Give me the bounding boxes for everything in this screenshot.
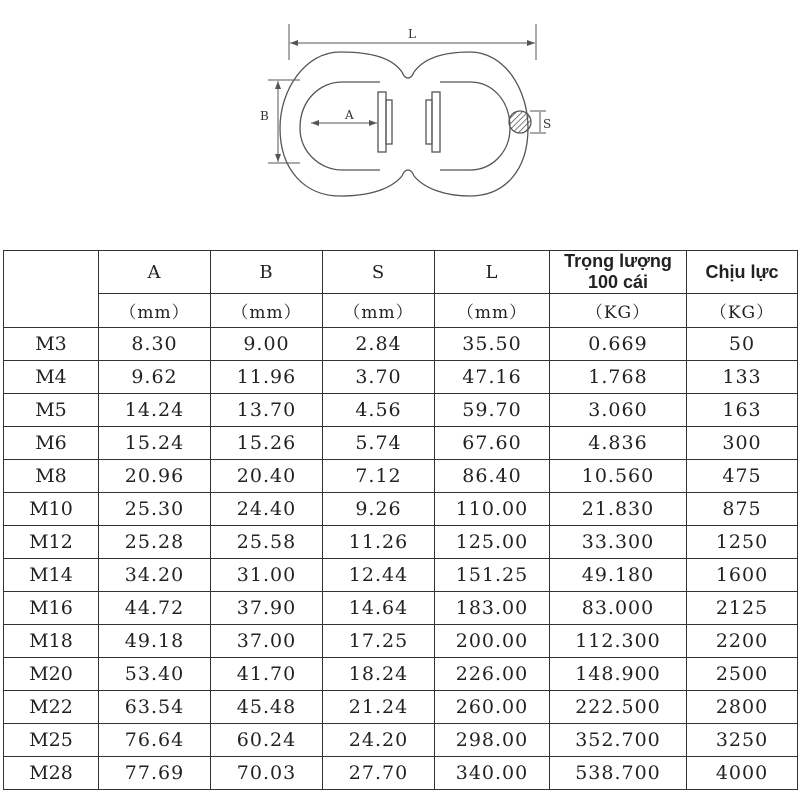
right-barrel-inner bbox=[426, 100, 432, 144]
weight-cell: 148.900 bbox=[550, 658, 687, 691]
l-cell: 125.00 bbox=[435, 526, 550, 559]
table-row bbox=[4, 493, 798, 526]
table-row bbox=[4, 526, 798, 559]
s-cell: 5.74 bbox=[323, 427, 435, 460]
dim-l-label: L bbox=[408, 27, 416, 41]
a-cell: 63.54 bbox=[99, 691, 211, 724]
l-cell: 47.16 bbox=[435, 361, 550, 394]
s-cell: 3.70 bbox=[323, 361, 435, 394]
b-cell: 70.03 bbox=[211, 757, 323, 790]
size-cell: M4 bbox=[4, 361, 99, 394]
header-a: A bbox=[99, 251, 211, 294]
a-cell: 76.64 bbox=[99, 724, 211, 757]
l-cell: 151.25 bbox=[435, 559, 550, 592]
weight-cell: 3.060 bbox=[550, 394, 687, 427]
dim-a-label: A bbox=[345, 108, 354, 122]
header-s: S bbox=[323, 251, 435, 294]
load-cell: 50 bbox=[687, 328, 798, 361]
load-cell: 2125 bbox=[687, 592, 798, 625]
unit-weight: （KG） bbox=[550, 294, 687, 328]
a-cell: 34.20 bbox=[99, 559, 211, 592]
b-cell: 41.70 bbox=[211, 658, 323, 691]
table-row bbox=[4, 592, 798, 625]
size-cell: M16 bbox=[4, 592, 99, 625]
load-cell: 300 bbox=[687, 427, 798, 460]
load-cell: 475 bbox=[687, 460, 798, 493]
arrow-icon bbox=[275, 154, 281, 162]
table-row bbox=[4, 757, 798, 790]
arrow-icon bbox=[290, 40, 298, 46]
a-cell: 44.72 bbox=[99, 592, 211, 625]
size-cell: M6 bbox=[4, 427, 99, 460]
s-cell: 9.26 bbox=[323, 493, 435, 526]
arrow-icon bbox=[275, 81, 281, 89]
header-b: B bbox=[211, 251, 323, 294]
a-cell: 20.96 bbox=[99, 460, 211, 493]
a-cell: 49.18 bbox=[99, 625, 211, 658]
size-cell: M25 bbox=[4, 724, 99, 757]
load-cell: 4000 bbox=[687, 757, 798, 790]
spec-table bbox=[3, 250, 798, 790]
s-cell: 2.84 bbox=[323, 328, 435, 361]
s-cell: 11.26 bbox=[323, 526, 435, 559]
size-cell: M28 bbox=[4, 757, 99, 790]
b-cell: 15.26 bbox=[211, 427, 323, 460]
weight-cell: 4.836 bbox=[550, 427, 687, 460]
table-row bbox=[4, 328, 798, 361]
header-l: L bbox=[435, 251, 550, 294]
size-cell: M3 bbox=[4, 328, 99, 361]
l-cell: 86.40 bbox=[435, 460, 550, 493]
s-cell: 17.25 bbox=[323, 625, 435, 658]
unit-l: （mm） bbox=[435, 294, 550, 328]
unit-b: （mm） bbox=[211, 294, 323, 328]
swivel-diagram bbox=[0, 0, 800, 250]
b-cell: 37.90 bbox=[211, 592, 323, 625]
size-cell: M12 bbox=[4, 526, 99, 559]
table-row bbox=[4, 361, 798, 394]
table-row bbox=[4, 658, 798, 691]
s-cell: 14.64 bbox=[323, 592, 435, 625]
table-row bbox=[4, 427, 798, 460]
table-row bbox=[4, 724, 798, 757]
load-cell: 2200 bbox=[687, 625, 798, 658]
dim-s-label: S bbox=[543, 117, 552, 131]
l-cell: 35.50 bbox=[435, 328, 550, 361]
size-cell: M14 bbox=[4, 559, 99, 592]
right-barrel bbox=[432, 92, 440, 152]
table-row bbox=[4, 559, 798, 592]
left-barrel bbox=[378, 92, 386, 152]
header-weight: Trọng lượng 100 cái bbox=[550, 251, 687, 294]
table-row bbox=[4, 691, 798, 724]
b-cell: 11.96 bbox=[211, 361, 323, 394]
l-cell: 59.70 bbox=[435, 394, 550, 427]
b-cell: 24.40 bbox=[211, 493, 323, 526]
s-cell: 12.44 bbox=[323, 559, 435, 592]
s-cell: 18.24 bbox=[323, 658, 435, 691]
l-cell: 200.00 bbox=[435, 625, 550, 658]
b-cell: 25.58 bbox=[211, 526, 323, 559]
arrow-icon bbox=[369, 120, 377, 126]
size-cell: M10 bbox=[4, 493, 99, 526]
size-cell: M5 bbox=[4, 394, 99, 427]
weight-cell: 49.180 bbox=[550, 559, 687, 592]
weight-cell: 222.500 bbox=[550, 691, 687, 724]
b-cell: 45.48 bbox=[211, 691, 323, 724]
arrow-icon bbox=[527, 40, 535, 46]
waist-top bbox=[402, 72, 414, 78]
a-cell: 53.40 bbox=[99, 658, 211, 691]
left-barrel-inner bbox=[386, 100, 392, 144]
a-cell: 9.62 bbox=[99, 361, 211, 394]
weight-cell: 10.560 bbox=[550, 460, 687, 493]
load-cell: 1600 bbox=[687, 559, 798, 592]
weight-cell: 21.830 bbox=[550, 493, 687, 526]
unit-s: （mm） bbox=[323, 294, 435, 328]
b-cell: 37.00 bbox=[211, 625, 323, 658]
size-cell: M20 bbox=[4, 658, 99, 691]
l-cell: 183.00 bbox=[435, 592, 550, 625]
load-cell: 1250 bbox=[687, 526, 798, 559]
s-cell: 27.70 bbox=[323, 757, 435, 790]
a-cell: 8.30 bbox=[99, 328, 211, 361]
s-cell: 21.24 bbox=[323, 691, 435, 724]
left-eye-inner bbox=[300, 82, 380, 170]
left-eye-outer bbox=[280, 52, 402, 196]
header-load: Chịu lực bbox=[687, 251, 798, 294]
load-cell: 2500 bbox=[687, 658, 798, 691]
weight-cell: 352.700 bbox=[550, 724, 687, 757]
table-header-row bbox=[4, 251, 798, 294]
weight-cell: 0.669 bbox=[550, 328, 687, 361]
a-cell: 77.69 bbox=[99, 757, 211, 790]
weight-cell: 112.300 bbox=[550, 625, 687, 658]
size-cell: M8 bbox=[4, 460, 99, 493]
l-cell: 110.00 bbox=[435, 493, 550, 526]
l-cell: 67.60 bbox=[435, 427, 550, 460]
a-cell: 25.28 bbox=[99, 526, 211, 559]
load-cell: 875 bbox=[687, 493, 798, 526]
l-cell: 260.00 bbox=[435, 691, 550, 724]
unit-a: （mm） bbox=[99, 294, 211, 328]
b-cell: 9.00 bbox=[211, 328, 323, 361]
weight-cell: 538.700 bbox=[550, 757, 687, 790]
b-cell: 13.70 bbox=[211, 394, 323, 427]
s-cell: 7.12 bbox=[323, 460, 435, 493]
table-units-row bbox=[4, 294, 798, 328]
a-cell: 25.30 bbox=[99, 493, 211, 526]
a-cell: 15.24 bbox=[99, 427, 211, 460]
b-cell: 20.40 bbox=[211, 460, 323, 493]
corner-cell bbox=[4, 251, 99, 328]
b-cell: 60.24 bbox=[211, 724, 323, 757]
a-cell: 14.24 bbox=[99, 394, 211, 427]
weight-cell: 33.300 bbox=[550, 526, 687, 559]
load-cell: 163 bbox=[687, 394, 798, 427]
s-cell: 4.56 bbox=[323, 394, 435, 427]
wire-section-icon bbox=[509, 111, 531, 133]
l-cell: 298.00 bbox=[435, 724, 550, 757]
l-cell: 226.00 bbox=[435, 658, 550, 691]
l-cell: 340.00 bbox=[435, 757, 550, 790]
unit-load: （KG） bbox=[687, 294, 798, 328]
arrow-icon bbox=[311, 120, 319, 126]
table-row bbox=[4, 460, 798, 493]
waist-bottom bbox=[402, 170, 414, 176]
s-cell: 24.20 bbox=[323, 724, 435, 757]
weight-cell: 1.768 bbox=[550, 361, 687, 394]
dim-b-label: B bbox=[260, 109, 269, 123]
load-cell: 3250 bbox=[687, 724, 798, 757]
load-cell: 2800 bbox=[687, 691, 798, 724]
weight-cell: 83.000 bbox=[550, 592, 687, 625]
right-eye-inner bbox=[440, 82, 510, 170]
table-row bbox=[4, 394, 798, 427]
load-cell: 133 bbox=[687, 361, 798, 394]
size-cell: M18 bbox=[4, 625, 99, 658]
size-cell: M22 bbox=[4, 691, 99, 724]
b-cell: 31.00 bbox=[211, 559, 323, 592]
table-row bbox=[4, 625, 798, 658]
